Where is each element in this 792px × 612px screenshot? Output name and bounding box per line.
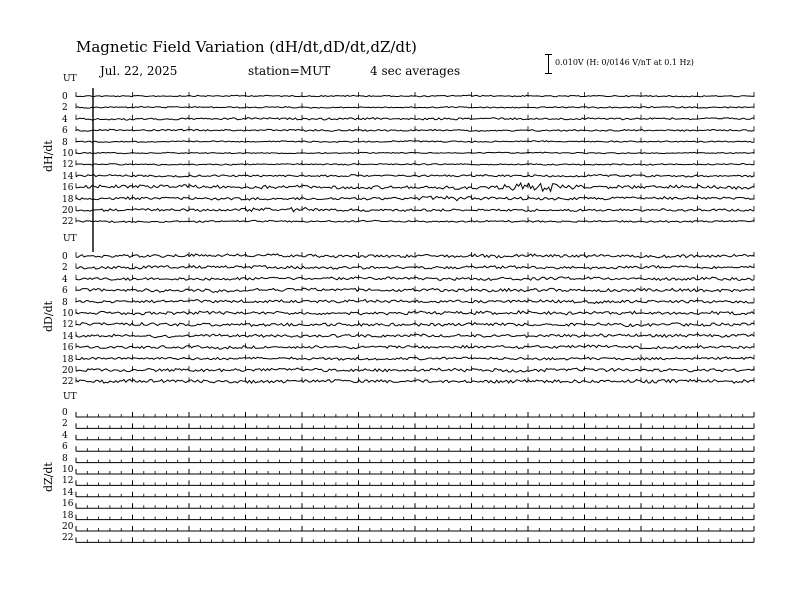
hour-label-1-3: 6 [62, 286, 68, 297]
hour-label-2-3: 6 [62, 442, 68, 453]
hour-label-0-1: 2 [62, 103, 68, 114]
hour-label-1-8: 16 [62, 343, 74, 354]
panel-1-ylabel: dD/dt [42, 300, 55, 332]
hour-label-2-0: 0 [62, 408, 68, 418]
hour-label-2-11: 22 [62, 533, 74, 544]
hour-label-0-9: 18 [62, 194, 74, 205]
hour-label-1-10: 20 [62, 366, 74, 376]
panel-0-ut-label: UT [63, 74, 77, 84]
hour-label-1-4: 8 [62, 297, 68, 308]
hour-label-0-7: 14 [62, 171, 74, 182]
date-label: Jul. 22, 2025 [100, 64, 178, 78]
hour-label-2-9: 18 [62, 510, 74, 521]
hour-label-0-11: 22 [62, 217, 74, 228]
hour-label-0-4: 8 [62, 137, 68, 148]
hour-label-0-0: 0 [62, 92, 68, 102]
hour-label-0-6: 12 [62, 160, 74, 171]
hour-label-2-5: 10 [62, 465, 74, 475]
hour-label-1-5: 10 [62, 309, 74, 319]
hour-label-0-2: 4 [62, 114, 68, 125]
chart-title: Magnetic Field Variation (dH/dt,dD/dt,dZ/dt) [76, 38, 417, 56]
hour-label-0-3: 6 [62, 126, 68, 137]
hour-label-2-6: 12 [62, 476, 74, 487]
hour-label-1-1: 2 [62, 263, 68, 274]
hour-label-2-10: 20 [62, 522, 74, 532]
hour-label-1-2: 4 [62, 274, 68, 285]
hour-label-0-10: 20 [62, 206, 74, 216]
hour-label-1-9: 18 [62, 354, 74, 365]
scale-label: 0.010V (H: 0/0146 V/nT at 0.1 Hz) [555, 58, 694, 67]
hour-label-2-4: 8 [62, 453, 68, 464]
hour-label-0-8: 16 [62, 183, 74, 194]
panel-1-ut-label: UT [63, 234, 77, 244]
hour-label-2-8: 16 [62, 499, 74, 510]
hour-label-2-1: 2 [62, 419, 68, 430]
hour-label-1-6: 12 [62, 320, 74, 331]
hour-label-0-5: 10 [62, 149, 74, 159]
hour-label-1-7: 14 [62, 331, 74, 342]
panel-2-ut-label: UT [63, 392, 77, 402]
hour-label-2-7: 14 [62, 487, 74, 498]
station-label: station=MUT [248, 64, 331, 78]
hour-label-1-0: 0 [62, 252, 68, 262]
hour-label-2-2: 4 [62, 430, 68, 441]
averaging-label: 4 sec averages [370, 64, 461, 78]
panel-2-ylabel: dZ/dt [42, 462, 55, 492]
panel-0-ylabel: dH/dt [42, 140, 55, 172]
hour-label-1-11: 22 [62, 377, 74, 388]
